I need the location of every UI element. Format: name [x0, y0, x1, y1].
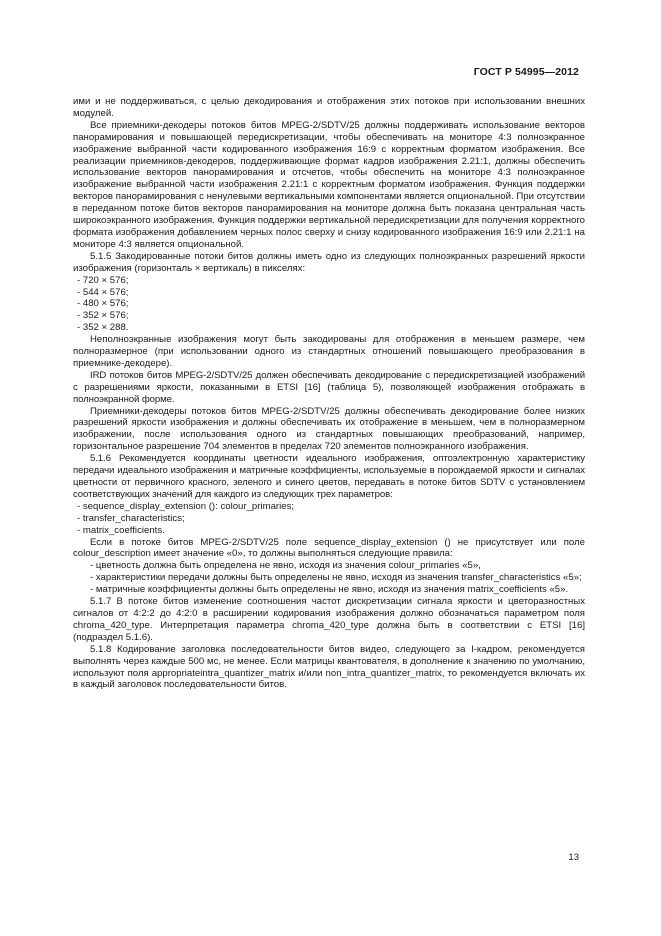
page-number: 13	[568, 852, 579, 863]
paragraph: Все приемники-декодеры потоков битов MPEG-2/SDTV/25 должны поддерживать использование векторов панорамирования и повышающей передискретизации, чтобы обеспечивать на мониторе 4:3 полноэкранное изображение выбранной части кодированного изображения 16:9 с корректным форматом изображения. Все реализации приемников-декодеров, поддерживающие формат кадров изображения 2.21:1, должны обеспечить использование векторов панорамирования и отсчетов, чтобы обеспечить на мониторе 4:3 полноэкранное изображение выбранной части изображения 2.21:1 с корректным форматом изображения. Функция поддержки векторов панорамирования с ненулевыми вертикальными компонентами является опциональной. При отсутствии в переданном потоке битов векторов панорамирования на мониторе должна быть показана центральная часть широкоэкранного изображения. Функция поддержки вертикальной передискретизации для получения корректного формата изображения добавлением черных полос сверху и снизу кодированного изображения 16:9 или 2.21:1 на мониторе 4:3 является опциональной.	[73, 119, 585, 250]
document-body	[73, 96, 585, 691]
paragraph: 5.1.8 Кодирование заголовка последовательности битов видео, следующего за I-кадром, рекомендуется выполнять через каждые 500 мс, не менее. Если матрицы квантователя, в дополнение к значению по умолчанию, используют поля appropriateintra_quantizer_matrix и/или non_intra_quantizer_matrix, то рекомендуется включать их в каждый заголовок последовательности битов.	[73, 643, 585, 691]
list-item: - характеристики передачи должны быть определены не явно, исходя из значения transfer_characteristics «5»;	[90, 572, 582, 584]
paragraph: IRD потоков битов MPEG-2/SDTV/25 должен обеспечивать декодирование с передискретизацией изображений с разрешениями яркости, показанными в ETSI [16] (таблица 5), позволяющей изображения отображать в полноэкранной форме.	[73, 369, 585, 405]
list-item: - 480 × 576;	[77, 298, 129, 310]
list-item: - 352 × 576;	[77, 310, 129, 322]
paragraph: 5.1.7 В потоке битов изменение соотношения частот дискретизации сигнала яркости и цветоразностных сигналов от 4:2:2 до 4:2:0 в расширении кодирования изображения должно обозначаться параметром поля chroma_420_type. Интерпретация параметра chroma_420_type должна быть в соответствии с ETSI [16] (подраздел 5.1.6).	[73, 596, 585, 643]
paragraph: 5.1.6 Рекомендуется координаты цветности идеального изображения, оптоэлектронную характеристику передачи идеального изображения и матричные коэффициенты, используемые в порождаемой яркости и сигналах цветности от первичного красного, зеленого и синего цветов, передавать в потоке битов SDTV с установлением соответствующих значений для каждого из следующих трех параметров:	[73, 453, 585, 500]
list-item: - 720 × 576;	[77, 274, 129, 286]
list-item: - 352 × 288.	[77, 322, 129, 334]
paragraph: Неполноэкранные изображения могут быть закодированы для отображения в меньшем размере, чем полноразмерное (при использовании одного из стандартных отношений повышающего преобразования в приемнике-декодере).	[73, 334, 585, 369]
document-header: ГОСТ Р 54995—2012	[473, 66, 579, 78]
list-item: - transfer_characteristics;	[77, 512, 185, 524]
paragraph: 5.1.5 Закодированные потоки битов должны иметь одно из следующих полноэкранных разрешений яркости изображения (горизонталь × вертикаль) в пикселях:	[73, 250, 585, 274]
list-item: - sequence_display_extension (): colour_primaries;	[77, 500, 295, 512]
paragraph: Приемники-декодеры потоков битов MPEG-2/SDTV/25 должны обеспечивать декодирование более низких разрешений яркости изображения и должны обеспечивать их отображение в меньшем, чем в полноразмерном изображении, после использования одного из стандартных повышающих преобразований, например, горизонтальное разрешение 704 элементов в пределах 720 элементов полноэкранного изображения.	[73, 405, 585, 453]
paragraph: Если в потоке битов MPEG-2/SDTV/25 поле sequence_display_extension () не присутствует или поле colour_description имеет значение «0», то должны выполняться следующие правила:	[73, 536, 585, 560]
paragraph: ими и не поддерживаться, с целью декодирования и отображения этих потоков при использовании внешних модулей.	[73, 96, 585, 119]
list-item: - 544 × 576;	[77, 286, 129, 298]
list-item: - матричные коэффициенты должны быть определены не явно, исходя из значения matrix_coefficients «5».	[90, 584, 569, 596]
list-item: - цветность должна быть определена не явно, исходя из значения colour_primaries «5»,	[90, 560, 481, 572]
list-item: - matrix_coefficients.	[77, 524, 165, 536]
